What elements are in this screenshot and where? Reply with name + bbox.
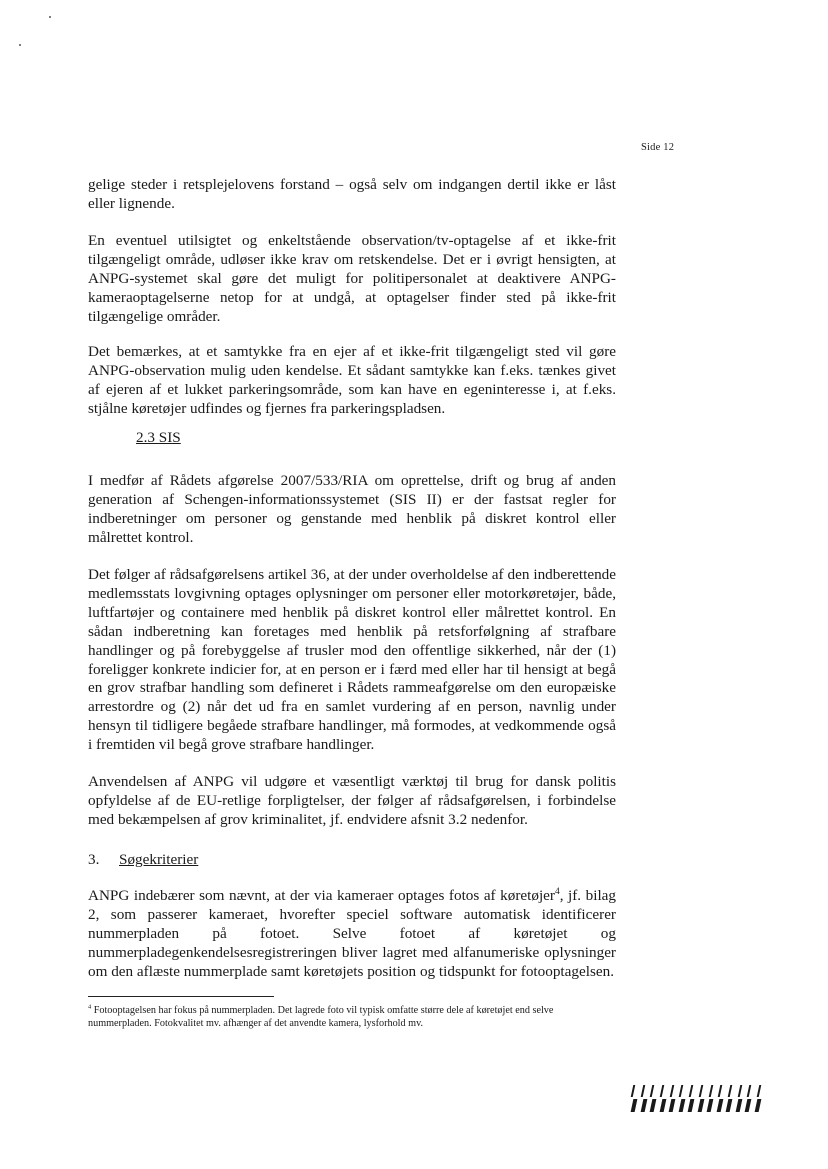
paragraph-7-text-end: , jf. bilag 2, som passerer kameraet, hvorefter speciel software automatisk identificerer nummerpladen på fotoet. Selve fotoet af køretøjet og nummerpladegenkendelsesregistreringen bliver lagret med alfanumeriske oplysninger om den aflæste nummerplade samt køretøjets position og tidspunkt for fotooptagelsen. xyxy=(88,887,616,980)
page-number: Side 12 xyxy=(641,142,675,153)
paragraph-7-text-start: ANPG indebærer som nævnt, at der via kameraer optages fotos af køretøjer xyxy=(88,887,555,904)
paragraph-2: En eventuel utilsigtet og enkeltstående observation/tv-optagelse af et ikke-frit tilgængeligt område, udløser ikke krav om retskendelse. Det er i øvrigt hensigten, at ANPG-systemet skal gøre det muligt for politipersonalet at deaktivere ANPG-kameraoptagelserne netop for at undgå, at optagelser finder sted på ikke-frit tilgængelige områder. xyxy=(88,232,616,325)
footnote-marker: 4 xyxy=(88,1003,92,1011)
paragraph-4: I medfør af Rådets afgørelse 2007/533/RIA om oprettelse, drift og brug af anden generation af Schengen-informationssystemet (SIS II) er der fastsat regler for indberetninger om personer og genstande med henblik på diskret kontrol eller målrettet kontrol. xyxy=(88,472,616,546)
footnote xyxy=(88,1004,616,1030)
scan-speck xyxy=(49,16,51,18)
scan-speck xyxy=(19,44,21,46)
paragraph-1: gelige steder i retsplejelovens forstand – også selv om indgangen dertil ikke er låst eller lignende. xyxy=(88,176,616,212)
subsection-heading-sis: 2.3 SIS xyxy=(136,429,181,446)
section-title: Søgekriterier xyxy=(119,851,199,868)
footnote-text: Fotooptagelsen har fokus på nummerpladen. Det lagrede foto vil typisk omfatte større dele af køretøjet end selve nummerpladen. Fotokvalitet mv. afhænger af det anvendte kamera, lysforhold mv. xyxy=(88,1005,554,1029)
footnote-separator xyxy=(88,996,274,997)
paragraph-6: Anvendelsen af ANPG vil udgøre et væsentligt værktøj til brug for dansk politis opfyldelse af de EU-retlige forpligtelser, der følger af rådsafgørelsen, i forbindelse med bekæmpelsen af grov kriminalitet, jf. endvidere afsnit 3.2 nedenfor. xyxy=(88,773,616,828)
paragraph-5: Det følger af rådsafgørelsens artikel 36, at der under overholdelse af den indberettende medlemsstats lovgivning optages oplysninger om personer eller motorkøretøjer, både, luftfartøjer og containere med henblik på diskret kontrol eller målrettet kontrol. En sådan indberetning kan foretages med henblik på retsforfølgning af strafbare handlinger og på forebyggelse af trusler mod den offentlige sikkerhed, når der (1) foreligger konkrete indicier for, at en person er i færd med eller har til hensigt at begå en grov strafbar handling som defineret i Rådets rammeafgørelse om den europæiske arrestordre og (2) når det ud fra en samlet vurdering af en person, navnlig under hensyn til tidligere begåede strafbare handlinger, må formodes, at vedkommende også i fremtiden vil begå grove strafbare handlinger. xyxy=(88,566,616,754)
section-heading xyxy=(88,850,198,869)
section-number: 3. xyxy=(88,851,100,868)
footnote-reference: 4 xyxy=(554,886,560,897)
barcode-top-row xyxy=(632,1085,760,1097)
paragraph-3: Det bemærkes, at et samtykke fra en ejer af et ikke-frit tilgængeligt sted vil gøre ANPG-observation mulig uden kendelse. Et sådant samtykke kan f.eks. tænkes givet af ejeren af et lukket parkeringsområde, som kan have en egeninteresse i, at f.eks. stjålne køretøjer udfindes og fjernes fra parkeringspladsen. xyxy=(88,343,616,417)
paragraph-7 xyxy=(88,887,616,982)
barcode-bottom-row xyxy=(632,1099,760,1112)
